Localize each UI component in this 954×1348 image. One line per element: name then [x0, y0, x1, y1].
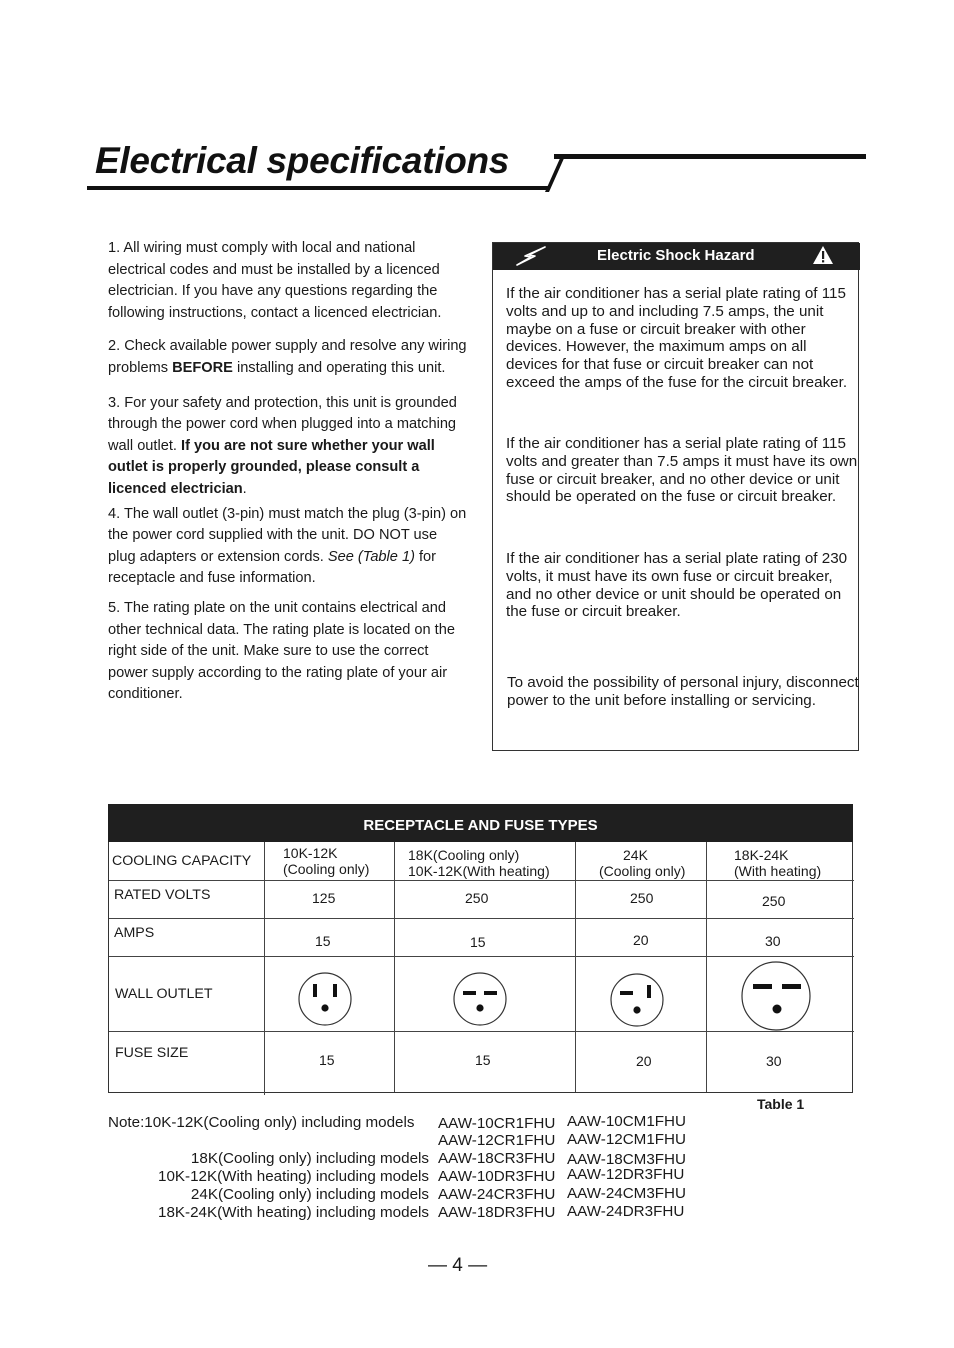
lightning-bolt-icon [515, 246, 547, 266]
instruction-3-text-end: . [242, 480, 247, 497]
instruction-2-bold: BEFORE [172, 359, 233, 376]
instruction-2-text: 2. Check available power supply and resolve any wiring problems [108, 338, 467, 376]
instruction-4 [108, 504, 468, 590]
instruction-2-text-end: installing and operating this unit. [232, 359, 446, 376]
instruction-4-italic: See (Table 1) [327, 548, 415, 565]
table-row-divider [109, 918, 854, 919]
table-row-divider [109, 956, 854, 957]
title-upper-rule [554, 154, 866, 159]
note-model-6a: AAW-18DR3FHU [438, 1204, 556, 1221]
fuse-col-2: 15 [475, 1052, 491, 1068]
warning-header [493, 243, 860, 270]
instruction-4-text: 4. The wall outlet (3-pin) must match the plug (3-pin) on the power cord supplied with the unit. DO NOT use plug adapters or extension cords. [108, 505, 467, 565]
warning-paragraph-4: To avoid the possibility of personal injury, disconnect power to the unit before installing or servicing. [507, 674, 859, 709]
receptacle-fuse-table [108, 842, 853, 1093]
volts-col-3: 250 [630, 890, 654, 906]
page-number: — 4 — [428, 1255, 488, 1276]
note-model-4a: AAW-10DR3FHU [438, 1168, 556, 1185]
instruction-1: 1. All wiring must comply with local and national electrical codes and must be installed by a licenced electrician. If you have any questions regarding the following instructions, contact a licenced electrician. [108, 240, 442, 321]
table-col-divider [575, 842, 576, 1092]
note-model-3b: AAW-18CM3FHU [567, 1151, 686, 1168]
outlet-125v-15a-icon [297, 971, 353, 1027]
instruction-4-text-end: for receptacle and fuse information. [108, 548, 437, 587]
note-label-6: 18K-24K(With heating) including models [158, 1204, 429, 1221]
capacity-col-4-line-1: 18K-24K [734, 847, 789, 863]
row-label-fuse-size: FUSE SIZE [115, 1045, 189, 1061]
row-label-cooling-capacity: COOLING CAPACITY [112, 853, 252, 869]
capacity-col-1-line-2: (Cooling only) [283, 861, 370, 877]
note-label-5: 24K(Cooling only) including models [190, 1186, 429, 1203]
note-model-4b: AAW-12DR3FHU [567, 1166, 685, 1183]
note-model-2b: AAW-12CM1FHU [567, 1131, 686, 1148]
table-col-divider [394, 842, 395, 1092]
note-label-1: Note:10K-12K(Cooling only) including models [108, 1114, 415, 1131]
warning-paragraph-3: If the air conditioner has a serial plate rating of 230 volts, it must have its own fuse or circuit breaker, and no other device or unit should be operated on the fuse or circuit breaker. [506, 550, 848, 621]
note-label-4: 10K-12K(With heating) including models [158, 1168, 429, 1185]
note-model-2a: AAW-12CR1FHU [438, 1132, 556, 1149]
title-underline [87, 186, 549, 190]
instruction-5: 5. The rating plate on the unit contains electrical and other technical data. The rating plate is located on the right side of the unit. Make sure to use the correct power supply according to the rating plate of your air conditioner. [108, 599, 455, 703]
instruction-3-bold: If you are not sure whether your wall outlet is properly grounded, please consult a licenced electrician [108, 437, 435, 497]
fuse-col-3: 20 [636, 1053, 652, 1069]
note-model-3a: AAW-18CR3FHU [438, 1150, 556, 1167]
fuse-col-1: 15 [319, 1052, 335, 1068]
note-model-1b: AAW-10CM1FHU [567, 1113, 686, 1130]
instruction-2 [108, 336, 468, 379]
table-caption: Table 1 [757, 1096, 805, 1112]
table-col-divider [264, 842, 265, 1095]
note-model-1a: AAW-10CR1FHU [438, 1115, 556, 1132]
note-label-3: 18K(Cooling only) including models [190, 1150, 429, 1167]
table-row-divider [109, 880, 854, 881]
note-model-6b: AAW-24DR3FHU [567, 1203, 685, 1220]
outlet-250v-15a-icon [452, 971, 508, 1027]
capacity-col-2-line-1: 18K(Cooling only) [408, 847, 520, 863]
amps-col-3: 20 [633, 932, 649, 948]
capacity-col-4-line-2: (With heating) [734, 863, 822, 879]
row-label-wall-outlet: WALL OUTLET [115, 986, 213, 1002]
instruction-3 [108, 393, 468, 501]
row-label-amps: AMPS [114, 925, 155, 941]
title-slant-rule [545, 154, 566, 192]
capacity-col-2-line-2: 10K-12K(With heating) [408, 863, 550, 879]
volts-col-2: 250 [465, 890, 489, 906]
table-col-divider [706, 842, 707, 1092]
volts-col-4: 250 [762, 893, 786, 909]
note-model-5a: AAW-24CR3FHU [438, 1186, 556, 1203]
amps-col-2: 15 [470, 934, 486, 950]
page-title: Electrical specifications [95, 140, 510, 181]
fuse-col-4: 30 [766, 1053, 782, 1069]
capacity-col-3-line-1: 24K [623, 847, 648, 863]
capacity-col-1-line-1: 10K-12K [283, 845, 338, 861]
instruction-3-text: 3. For your safety and protection, this unit is grounded through the power cord when plugged into a matching wall outlet. [108, 394, 457, 454]
table-heading: RECEPTACLE AND FUSE TYPES [108, 804, 853, 842]
outlet-250v-30a-icon [740, 960, 812, 1032]
row-label-rated-volts: RATED VOLTS [114, 887, 211, 903]
amps-col-4: 30 [765, 933, 781, 949]
volts-col-1: 125 [312, 890, 336, 906]
instructions-column [108, 238, 468, 706]
capacity-col-3-line-2: (Cooling only) [599, 863, 686, 879]
warning-paragraph-2: If the air conditioner has a serial plate rating of 115 volts and greater than 7.5 amps it must have its own fuse or circuit breaker, and no other device or unit should be operated on the fuse or circuit breaker. [506, 435, 858, 506]
warning-paragraph-1: If the air conditioner has a serial plate rating of 115 volts and up to and including 7.5 amps, the unit maybe on a fuse or circuit breaker with other devices. However, the maximum amps on all devices for that fuse or circuit breaker can not exceed the amps of the fuse for the circuit breaker. [506, 285, 848, 391]
warning-title: Electric Shock Hazard [597, 247, 755, 264]
warning-triangle-icon [812, 245, 834, 265]
outlet-250v-20a-icon [609, 972, 665, 1028]
note-model-5b: AAW-24CM3FHU [567, 1185, 686, 1202]
amps-col-1: 15 [315, 933, 331, 949]
